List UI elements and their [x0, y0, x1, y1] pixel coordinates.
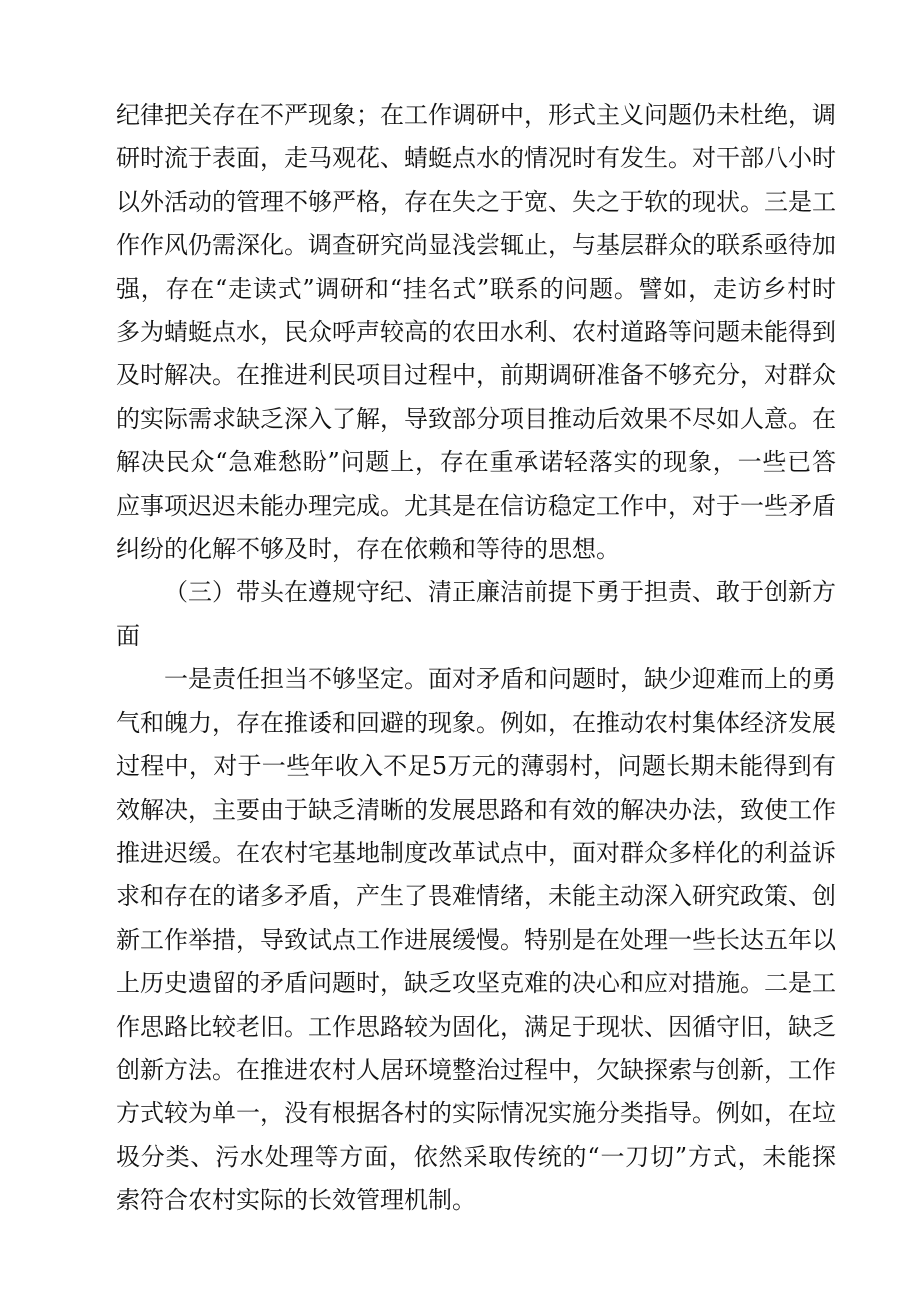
document-body: [116, 94, 836, 1223]
paragraph-body: 一是责任担当不够坚定。面对矛盾和问题时，缺少迎难而上的勇气和魄力，存在推诿和回避的现象。例如，在推动农村集体经济发展过程中，对于一些年收入不足5万元的薄弱村，问题长期未能得到有效解决，主要由于缺乏清晰的发展思路和有效的解决办法，致使工作推进迟缓。在农村宅基地制度改革试点中，面对群众多样化的利益诉求和存在的诸多矛盾，产生了畏难情绪，未能主动深入研究政策、创新工作举措，导致试点工作进展缓慢。特别是在处理一些长达五年以上历史遗留的矛盾问题时，缺乏攻坚克难的决心和应对措施。二是工作思路比较老旧。工作思路较为固化，满足于现状、因循守旧，缺乏创新方法。在推进农村人居环境整治过程中，欠缺探索与创新，工作方式较为单一，没有根据各村的实际情况实施分类指导。例如，在垃圾分类、污水处理等方面，依然采取传统的“一刀切”方式，未能探索符合农村实际的长效管理机制。: [116, 665, 836, 1215]
paragraph-continuation: 纪律把关存在不严现象；在工作调研中，形式主义问题仍未杜绝，调研时流于表面，走马观花、蜻蜓点水的情况时有发生。对干部八小时以外活动的管理不够严格，存在失之于宽、失之于软的现状。三是工作作风仍需深化。调查研究尚显浅尝辄止，与基层群众的联系亟待加强，存在“走读式”调研和“挂名式”联系的问题。譬如，走访乡村时多为蜻蜓点水，民众呼声较高的农田水利、农村道路等问题未能得到及时解决。在推进利民项目过程中，前期调研准备不够充分，对群众的实际需求缺乏深入了解，导致部分项目推动后效果不尽如人意。在解决民众“急难愁盼”问题上，存在重承诺轻落实的现象，一些已答应事项迟迟未能办理完成。尤其是在信访稳定工作中，对于一些矛盾纠纷的化解不够及时，存在依赖和等待的思想。: [116, 101, 836, 564]
section-heading: （三）带头在遵规守纪、清正廉洁前提下勇于担责、敢于创新方面: [116, 578, 836, 650]
